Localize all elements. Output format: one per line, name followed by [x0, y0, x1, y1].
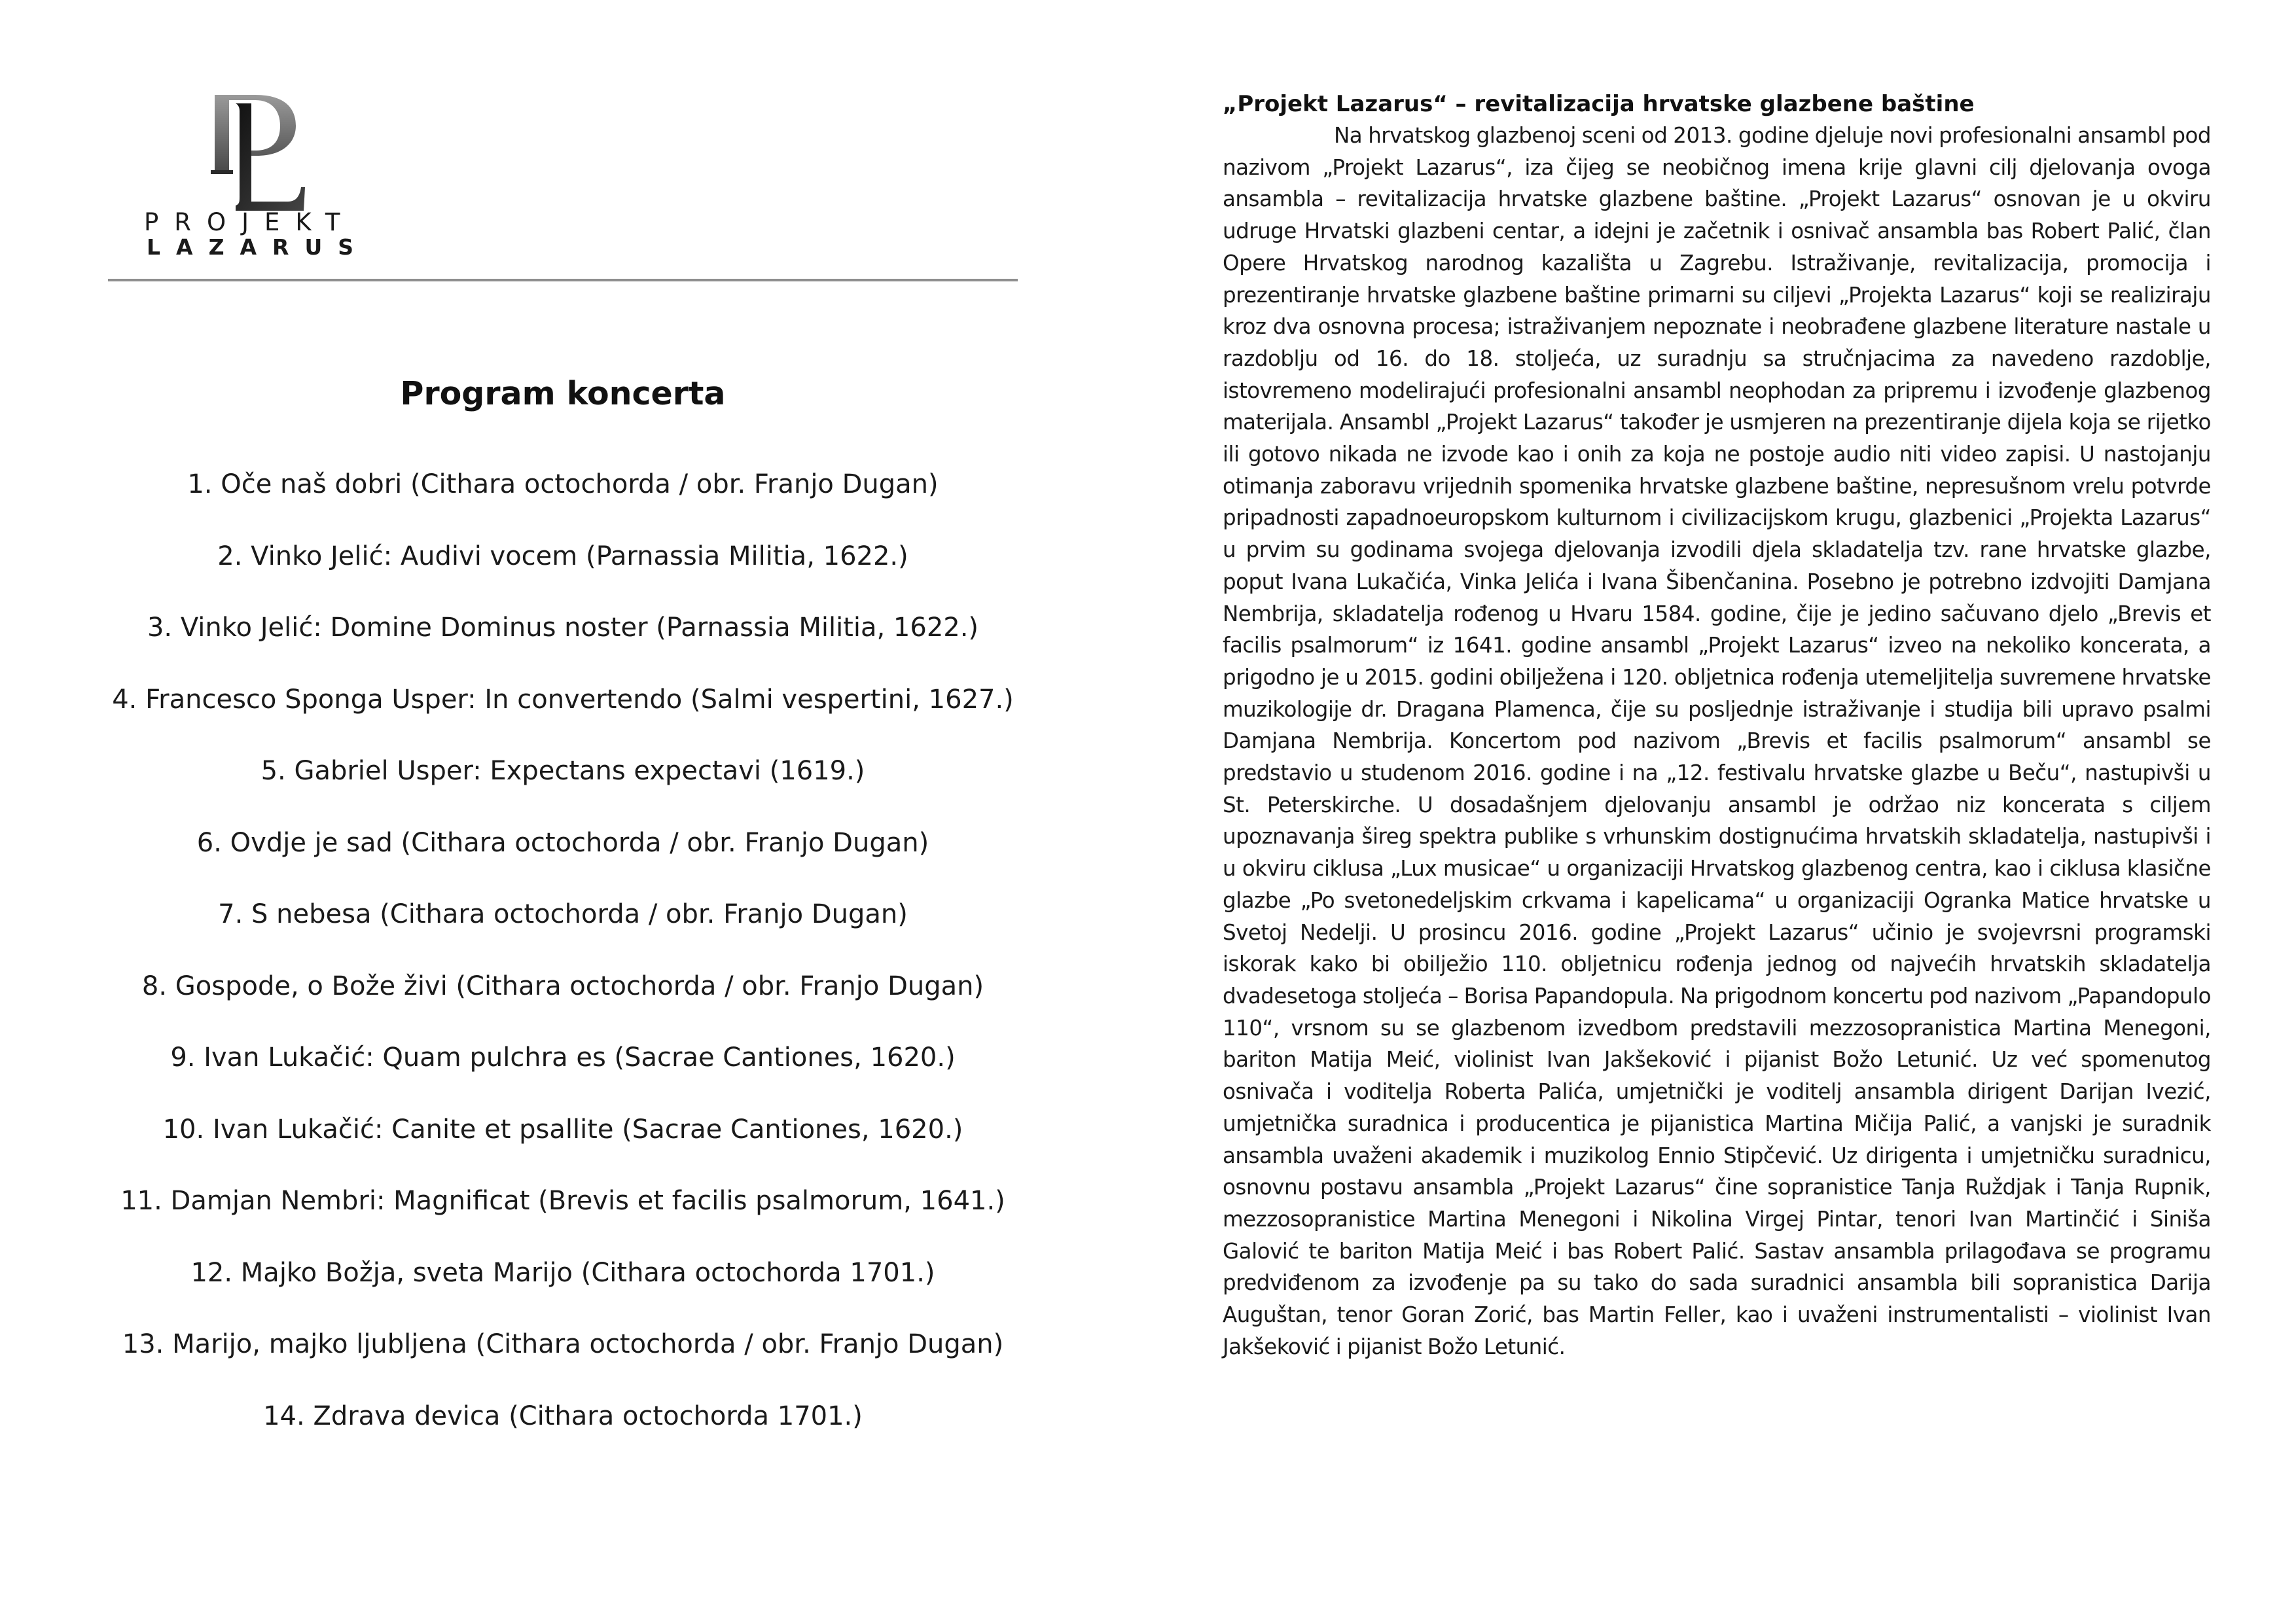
logo-text-lazarus: LAZARUS: [147, 234, 370, 260]
program-title: Program koncerta: [400, 374, 726, 412]
article: [1223, 88, 2211, 1363]
program-item: 3. Vinko Jelić: Domine Dominus noster (Parnassia Militia, 1622.): [147, 613, 979, 643]
program-item: 2. Vinko Jelić: Audivi vocem (Parnassia Militia, 1622.): [217, 541, 908, 571]
program-item: 12. Majko Božja, sveta Marijo (Cithara octochorda 1701.): [190, 1257, 935, 1288]
program-item: 8. Gospode, o Bože živi (Cithara octochorda / obr. Franjo Dugan): [141, 971, 984, 1001]
projekt-lazarus-logo: [144, 92, 370, 262]
program-item: 1. Oče naš dobri (Cithara octochorda / obr. Franjo Dugan): [187, 469, 939, 499]
program-item: 5. Gabriel Usper: Expectans expectavi (1619.): [260, 756, 865, 786]
program-item: 6. Ovdje je sad (Cithara octochorda / obr. Franjo Dugan): [196, 827, 929, 858]
program-item: 4. Francesco Sponga Usper: In convertendo (Salmi vespertini, 1627.): [112, 684, 1014, 715]
program-item: 13. Marijo, majko ljubljena (Cithara octochorda / obr. Franjo Dugan): [122, 1329, 1004, 1359]
program-item: 10. Ivan Lukačić: Canite et psallite (Sacrae Cantiones, 1620.): [162, 1114, 963, 1145]
program-item: 11. Damjan Nembri: Magnificat (Brevis et facilis psalmorum, 1641.): [120, 1186, 1005, 1216]
logo-text-projekt: PROJEKT: [144, 208, 356, 236]
article-title: „Projekt Lazarus“ – revitalizacija hrvatske glazbene baštine: [1223, 91, 1975, 117]
program-item: 7. S nebesa (Cithara octochorda / obr. Franjo Dugan): [218, 899, 908, 929]
program-item: 9. Ivan Lukačić: Quam pulchra es (Sacrae Cantiones, 1620.): [170, 1043, 956, 1073]
article-body: Na hrvatskog glazbenoj sceni od 2013. godine djeluje novi profesionalni ansambl pod nazivom „Projekt Lazarus“, iza čijeg se neobičnog imena krije glavni cilj djelovanja ovoga ansambla – revitalizacija hrvatske glazbene baštine. „Projekt Lazarus“ osnovan je u okviru udruge Hrvatski glazbeni centar, a idejni je začetnik i osnivač ansambla bas Robert Palić, član Opere Hrvatskog narodnog kazališta u Zagrebu. Istraživanje, revitalizacija, promocija i prezentiranje hrvatske glazbene baštine primarni su ciljevi „Projekta Lazarus“ koji se realiziraju kroz dva osnovna procesa; istraživanjem nepoznate i neobrađene glazbene literature nastale u razdoblju od 16. do 18. stoljeća, uz suradnju sa stručnjacima za navedeno razdoblje, istovremeno modelirajući profesionalni ansambl neophodan za pripremu i izvođenje glazbenog materijala. Ansambl „Projekt Lazarus“ također je usmjeren na prezentiranje dijela koja se rijetko ili gotovo nikada ne izvode kao i onih za koja ne postoje audio niti video zapisi. U nastojanju otimanja zaboravu vrijednih spomenika hrvatske glazbene baštine, nepresušnom vrelu potvrde pripadnosti zapadnoeuropskom kulturnom i civilizacijskom krugu, glazbenici „Projekta Lazarus“ u prvim su godinama svojega djelovanja izvodili djela skladatelja tzv. rane hrvatske glazbe, poput Ivana Lukačića, Vinka Jelića i Ivana Šibenčanina. Posebno je potrebno izdvojiti Damjana Nembrija, skladatelja rođenog u Hvaru 1584. godine, čije je jedino sačuvano djelo „Brevis et facilis psalmorum“ iz 1641. godine ansambl „Projekt Lazarus“ izveo na nekoliko koncerata, a prigodno je u 2015. godini obilježena i 120. obljetnica rođenja utemeljitelja suvremene hrvatske muzikologije dr. Dragana Plamenca, čije su posljednje istraživanje i studija bili upravo psalmi Damjana Nembrija. Koncertom pod nazivom „Brevis et facilis psalmorum“ ansambl se predstavio u studenom 2016. godine i na „12. festivalu hrvatske glazbe u Beču“, nastupivši u St. Peterskirche. U dosadašnjem djelovanju ansambl je održao niz koncerata s ciljem upoznavanja šireg spektra publike s vrhunskim dostignućima hrvatskih skladatelja, nastupivši i u okviru ciklusa „Lux musicae“ u organizaciji Hrvatskog glazbenog centra, kao i ciklusa klasične glazbe „Po svetonedeljskim crkvama i kapelicama“ u organizaciji Ogranka Matice hrvatske u Svetoj Nedelji. U prosincu 2016. godine „Projekt Lazarus“ učinio je svojevrsni programski iskorak kako bi obilježio 110. obljetnicu rođenja jednog od najvećih hrvatskih skladatelja dvadesetoga stoljeća – Borisa Papandopula. Na prigodnom koncertu pod nazivom „Papandopulo 110“, vrsnom su se glazbenom izvedbom predstavili mezzosopranistica Martina Menegoni, bariton Matija Meić, violinist Ivan Jakšeković i pijanist Božo Letunić. Uz već spomenutog osnivača i voditelja Roberta Palića, umjetnički je voditelj ansambla dirigent Darijan Ivezić, umjetnička suradnica i producentica je pijanistica Martina Mičija Palić, a vanjski je suradnik ansambla uvaženi akademik i muzikolog Ennio Stipčević. Uz dirigenta i umjetničku suradnicu, osnovnu postavu ansambla „Projekt Lazarus“ čine sopranistice Tanja Ruždjak i Tanja Rupnik, mezzosopranistice Martina Menegoni i Nikolina Virgej Pintar, tenori Ivan Martinčić i Siniša Galović te bariton Matija Meić i bas Robert Palić. Sastav ansambla prilagođava se programu predviđenom za izvođenje pa su tako do sada suradnici ansambla bili sopranistica Darija Auguštan, tenor Goran Zorić, bas Martin Feller, kao i uvaženi instrumentalisti – violinist Ivan Jakšeković i pijanist Božo Letunić.: [1223, 123, 2211, 1359]
program-item: 14. Zdrava devica (Cithara octochorda 1701.): [263, 1400, 863, 1431]
pl-monogram-icon: [209, 92, 308, 213]
divider-line: [108, 279, 1018, 281]
program-list: [79, 465, 1047, 1468]
